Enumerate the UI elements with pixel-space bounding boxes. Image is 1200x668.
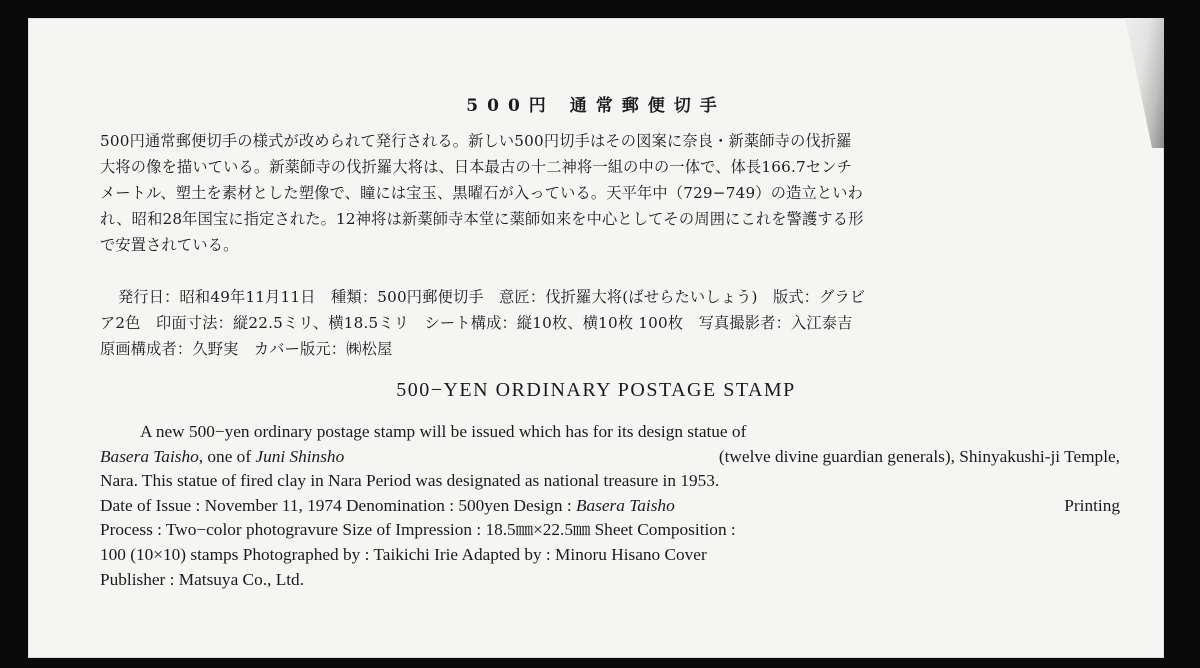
- japanese-details-line: ア2色 印面寸法：縦22.5ミリ、横18.5ミリ シート構成：縦10枚、横10枚 100枚 写真撮影者：入江泰吉: [100, 314, 853, 332]
- english-line-6: [100, 543, 1120, 568]
- english-title: 500−YEN ORDINARY POSTAGE STAMP: [396, 379, 796, 401]
- japanese-description-line: メートル、塑土を素材とした塑像で、瞳には宝玉、黒曜石が入っている。天平年中（729−749）の造立といわ: [100, 184, 864, 202]
- english-text: Nara. This statue of fired clay in Nara Period was designated as national treasure in 1953.: [100, 471, 720, 491]
- english-text: Printing: [1064, 495, 1120, 515]
- english-text: Date of Issue : November 11, 1974 Denomination : 500yen Design :: [100, 495, 572, 515]
- english-text: Publisher : Matsuya Co., Ltd.: [100, 569, 305, 589]
- english-text: 100 (10×10) stamps Photographed by : Taikichi Irie Adapted by : Minoru Hisano Cover: [100, 544, 707, 564]
- english-italic-text: Basera Taisho: [100, 446, 199, 466]
- japanese-details-line: 原画構成者：久野実 カバー版元：㈱松屋: [100, 340, 393, 358]
- japanese-details: [100, 284, 1108, 362]
- english-line-1: [100, 420, 1120, 445]
- english-text: , one of: [198, 446, 252, 466]
- english-italic-text: Juni Shinsho: [255, 446, 345, 466]
- page-curl: [1104, 18, 1164, 148]
- english-description: [100, 420, 1120, 592]
- english-line-4: [100, 494, 1120, 519]
- japanese-description-line: れ、昭和28年国宝に指定された。12神将は新薬師寺本堂に薬師如来を中心としてその周囲にこれを警護する形: [100, 210, 864, 228]
- english-text: Process : Two−color photogravure Size of Impression : 18.5㎜×22.5㎜ Sheet Composition :: [100, 520, 736, 540]
- stamp-info-card: [28, 18, 1164, 658]
- english-text: (twelve divine guardian generals), Shinyakushi-ji Temple,: [718, 446, 1120, 466]
- english-text: A new 500−yen ordinary postage stamp will be issued which has for its design statue of: [140, 422, 747, 441]
- japanese-details-line: 発行日：昭和49年11月11日 種類：500円郵便切手 意匠：伐折羅大将(ばせらたいしょう) 版式：グラビ: [118, 288, 866, 306]
- english-line-5: [100, 518, 1120, 543]
- english-line-3: [100, 469, 1120, 494]
- japanese-description-line: 大将の像を描いている。新薬師寺の伐折羅大将は、日本最古の十二神将一組の中の一体で、体長166.7センチ: [100, 158, 852, 176]
- japanese-description: [100, 128, 1100, 258]
- english-line-2: [100, 445, 1120, 470]
- japanese-title: 500円 通常郵便切手: [466, 96, 726, 116]
- english-line-7: [100, 568, 1120, 593]
- japanese-description-line: で安置されている。: [100, 236, 239, 254]
- english-italic-text: Basera Taisho: [575, 495, 675, 515]
- japanese-description-line: 500円通常郵便切手の様式が改められて発行される。新しい500円切手はその図案に奈良・新薬師寺の伐折羅: [100, 132, 852, 150]
